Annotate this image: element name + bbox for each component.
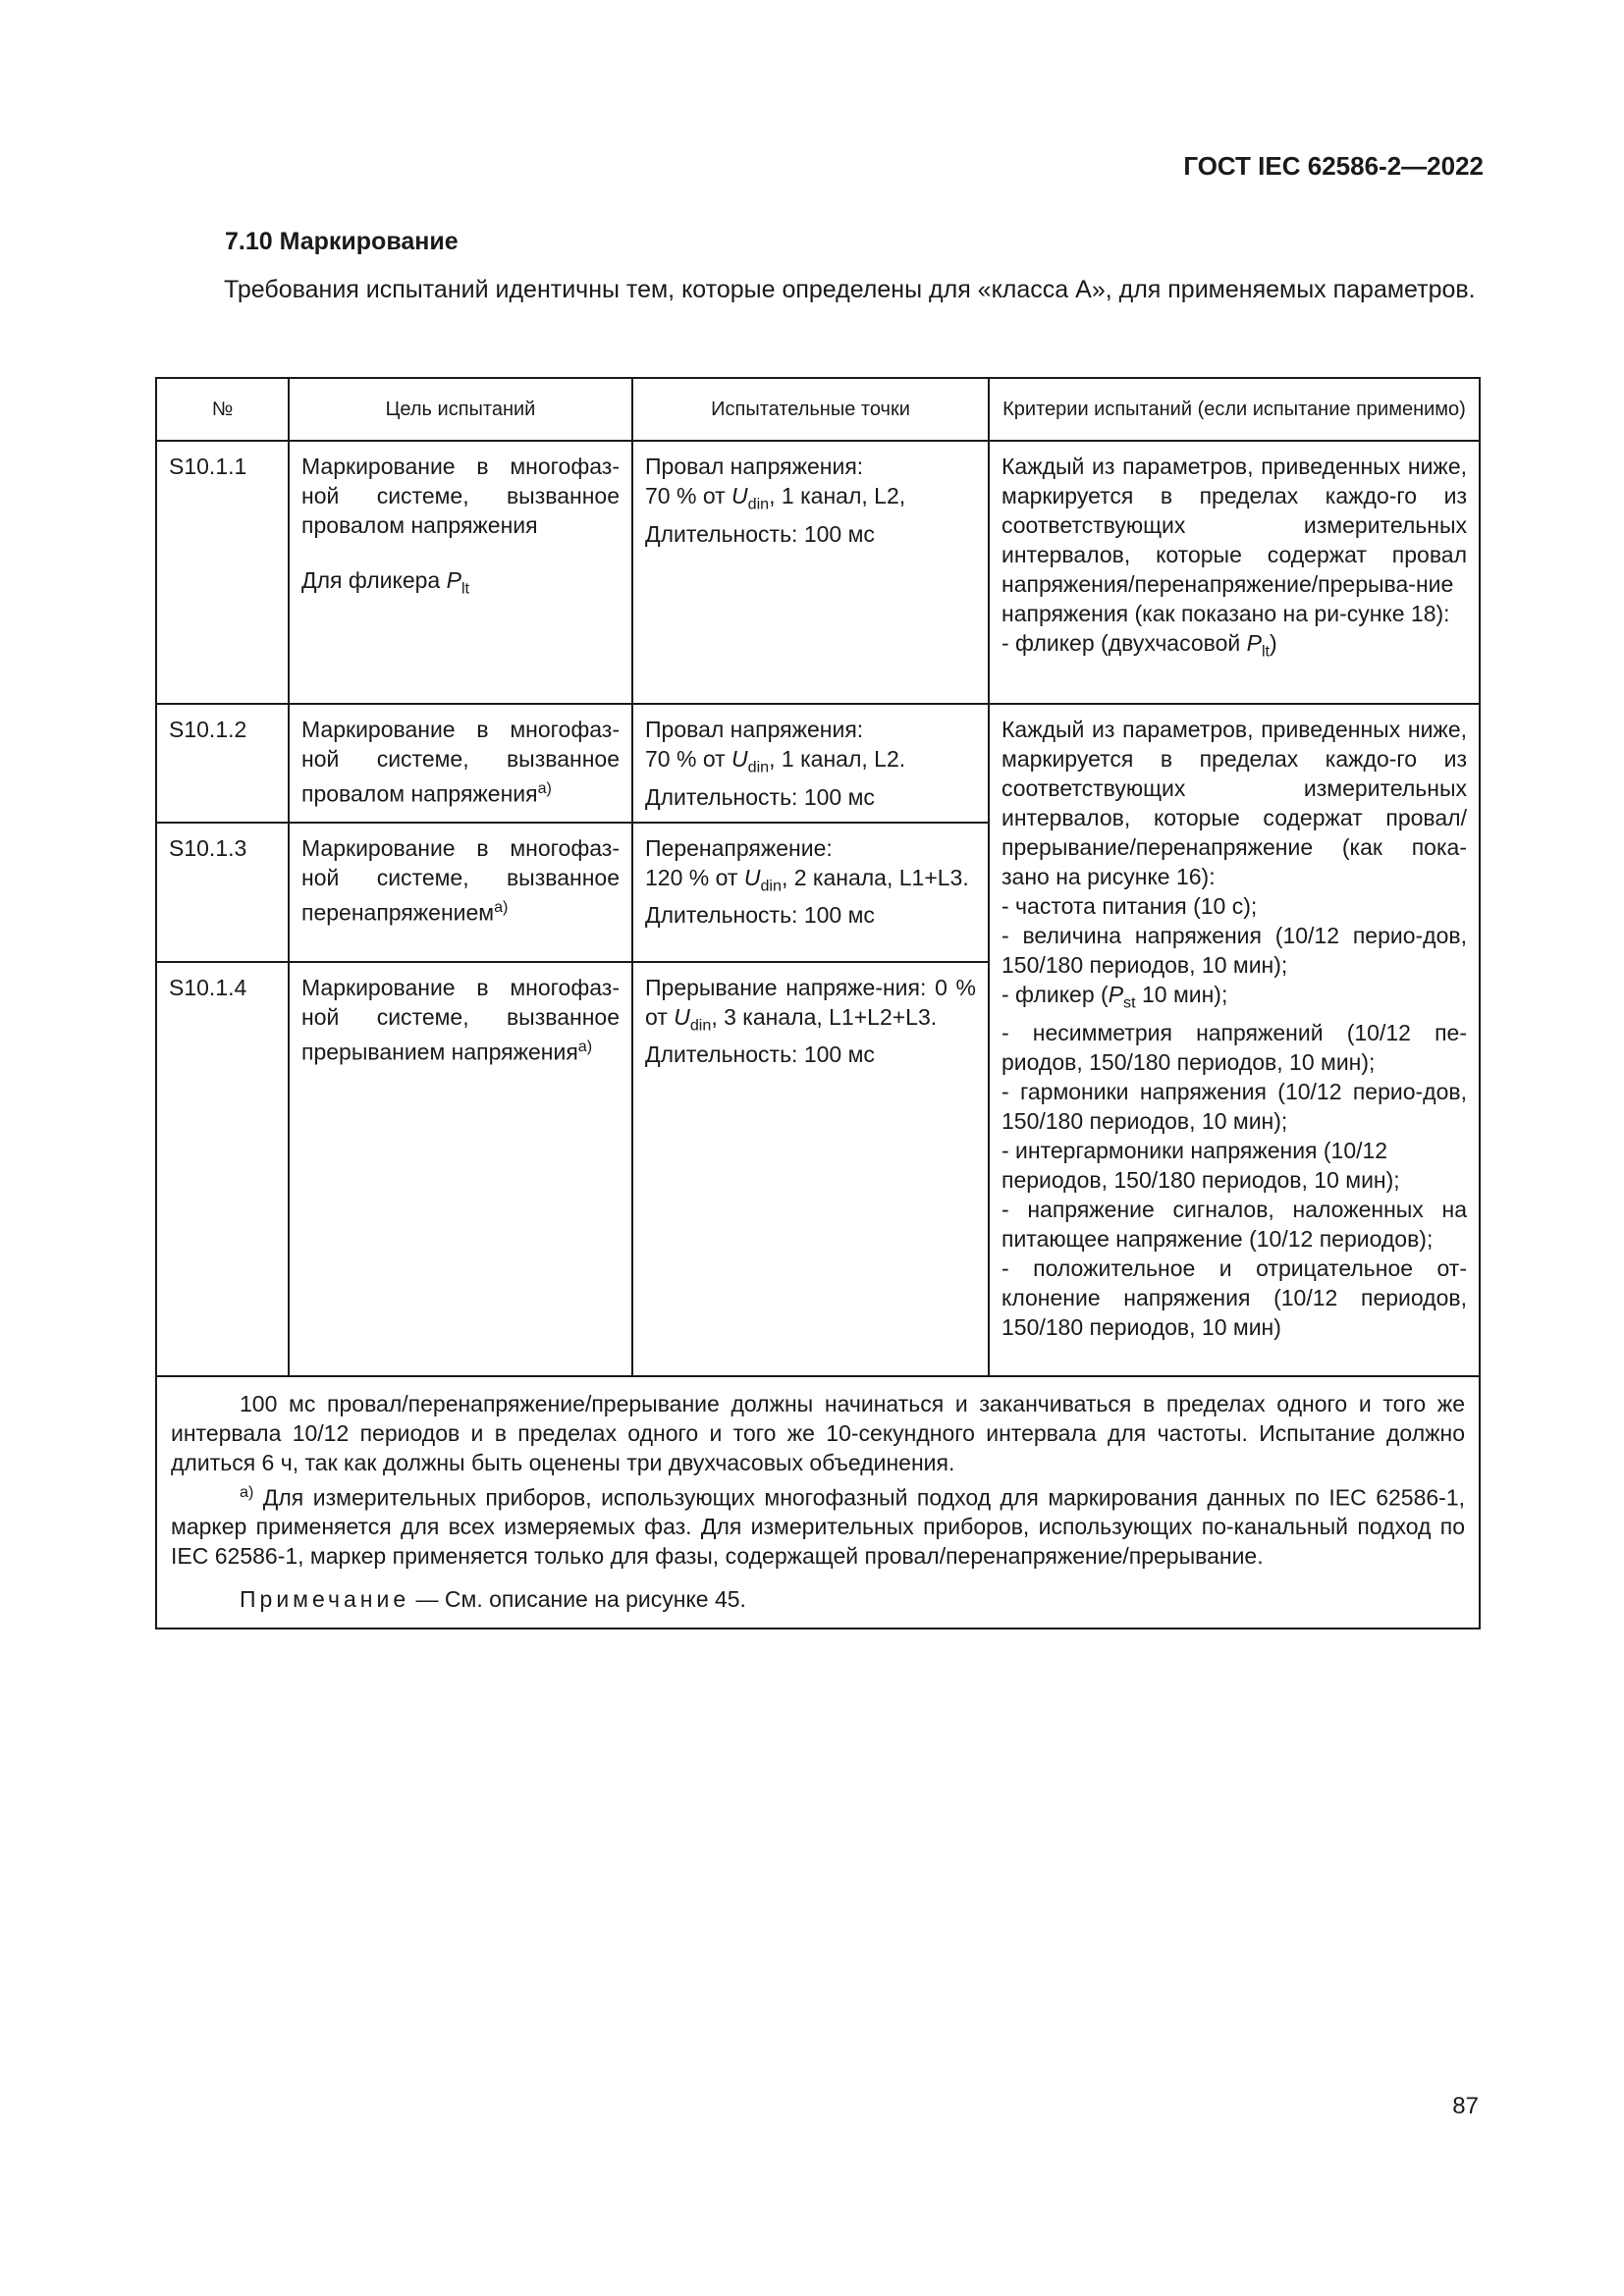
criteria-item: - несимметрия напряжений (10/12 пе-риодов, 150/180 периодов, 10 мин); xyxy=(1001,1019,1467,1075)
points-pre: 120 % от xyxy=(645,864,744,890)
test-table xyxy=(155,377,1481,1629)
criteria-item-pre: - фликер (двухчасовой xyxy=(1001,630,1247,656)
row-purpose xyxy=(289,441,632,704)
row-test-points xyxy=(632,704,989,823)
purpose-extra xyxy=(301,565,620,604)
row-test-points xyxy=(632,962,989,1376)
merged-criteria xyxy=(989,704,1480,1376)
header-number: № xyxy=(156,378,289,441)
subscript: din xyxy=(689,1016,712,1035)
row-id: S10.1.2 xyxy=(156,704,289,823)
purpose-text: Маркирование в многофаз-ной системе, вызванное провалом напряжения xyxy=(301,454,620,538)
points-pre: 70 % от xyxy=(645,483,732,508)
points-value xyxy=(645,973,976,1041)
points-pre: 70 % от xyxy=(645,746,732,772)
criteria-item xyxy=(1001,980,1467,1018)
points-post: , 1 канал, L2. xyxy=(769,746,906,772)
row-test-points xyxy=(632,823,989,962)
table-footer xyxy=(156,1376,1480,1629)
points-line: Провал напряжения: xyxy=(645,717,864,742)
row-purpose xyxy=(289,704,632,823)
criteria-item: - частота питания (10 с); xyxy=(1001,893,1258,919)
points-value xyxy=(645,863,976,901)
points-post: , 1 канал, L2, xyxy=(769,483,906,508)
points-value xyxy=(645,744,976,782)
points-duration: Длительность: 100 мс xyxy=(645,1041,875,1068)
symbol: P xyxy=(446,567,461,593)
points-line: Провал напряжения: xyxy=(645,454,864,479)
criteria-intro: Каждый из параметров, приведенных ниже, маркируется в пределах каждо-го из соответствующих измерительных интервалов, которые содержат провал/прерывание/перенапряжение (как пока-зано на рисунке 16): xyxy=(1001,717,1467,889)
spacer xyxy=(301,540,620,565)
points-line: Прерывание напряже-ния: xyxy=(645,974,927,1000)
symbol: U xyxy=(731,746,748,772)
criteria-item-post: ) xyxy=(1270,630,1277,656)
subscript: din xyxy=(760,877,782,895)
table-row xyxy=(156,441,1480,704)
row-purpose xyxy=(289,823,632,962)
row-id: S10.1.3 xyxy=(156,823,289,962)
points-duration: Длительность: 100 мс xyxy=(645,783,875,810)
footnote-marker: a) xyxy=(494,897,509,916)
symbol: U xyxy=(743,864,761,890)
points-post: , 2 канала, L1+L3. xyxy=(781,864,969,890)
symbol: P xyxy=(1246,630,1262,656)
criteria-item: - гармоники напряжения (10/12 перио-дов, 150/180 периодов, 10 мин); xyxy=(1001,1078,1467,1134)
criteria-item xyxy=(1001,628,1467,667)
subscript: din xyxy=(747,758,770,776)
footnote-marker: a) xyxy=(537,779,552,797)
purpose-text: Маркирование в многофаз-ной системе, вызванное прерыванием напряжения xyxy=(301,974,620,1065)
header-test-points: Испытательные точки xyxy=(632,378,989,441)
points-line: Перенапряжение: xyxy=(645,834,833,861)
purpose-extra-text: Для фликера xyxy=(301,567,447,593)
subscript: din xyxy=(747,495,770,513)
footer-paragraph: 100 мс провал/перенапряжение/прерывание должны начинаться и заканчиваться в пределах одного и того же интервала 10/12 периодов и в пределах одного и того же 10-секундного интервала для частоты. Испытание должно длиться 6 ч, так как должны быть оценены три двухчасовых объединения. xyxy=(171,1390,1465,1475)
criteria-text: Каждый из параметров, приведенных ниже, маркируется в пределах каждо-го из соответствующих измерительных интервалов, которые содержат провал напряжения/перенапряжение/прерыва-ние напряжения (как показано на ри-сунке 18): xyxy=(1001,454,1467,626)
points-duration: Длительность: 100 мс xyxy=(645,520,875,547)
points-post: , 3 канала, L1+L2+L3. xyxy=(711,1003,938,1030)
row-criteria xyxy=(989,441,1480,704)
section-title: 7.10 Маркирование xyxy=(225,228,459,255)
criteria-item: - интергармоники напряжения (10/12 периодов, 150/180 периодов, 10 мин); xyxy=(1001,1137,1400,1193)
row-id: S10.1.1 xyxy=(156,441,289,704)
row-test-points xyxy=(632,441,989,704)
points-value xyxy=(645,481,976,519)
document-code: ГОСТ IEC 62586-2—2022 xyxy=(1183,151,1484,181)
table-header-row xyxy=(156,378,1480,441)
footnote-paragraph xyxy=(171,1477,1465,1572)
note-text: — См. описание на рисунке 45. xyxy=(409,1586,746,1613)
points-pre: 0 % от xyxy=(645,974,977,1030)
note-label: Примечание xyxy=(240,1586,410,1613)
criteria-item: - величина напряжения (10/12 перио-дов, 150/180 периодов, 10 мин); xyxy=(1001,923,1467,978)
table-row xyxy=(156,704,1480,823)
intro-paragraph: Требования испытаний идентичны тем, которые определены для «класса А», для применяемых параметров. xyxy=(224,276,1476,303)
row-id: S10.1.4 xyxy=(156,962,289,1376)
row-purpose xyxy=(289,962,632,1376)
footnote-marker: a) xyxy=(577,1037,593,1055)
header-purpose: Цель испытаний xyxy=(289,378,632,441)
note-paragraph xyxy=(171,1584,1465,1614)
header-criteria: Критерии испытаний (если испытание применимо) xyxy=(989,378,1480,441)
subscript: st xyxy=(1123,993,1136,1012)
purpose-text: Маркирование в многофаз-ной системе, вызванное перенапряжением xyxy=(301,834,620,926)
criteria-item: - положительное и отрицательное от-клонение напряжения (10/12 периодов, 150/180 периодов, 10 мин) xyxy=(1001,1255,1467,1340)
symbol: P xyxy=(1108,982,1124,1007)
footnote-marker: a) xyxy=(240,1482,254,1501)
page-number: 87 xyxy=(1452,2093,1479,2119)
criteria-item-pre: - фликер ( xyxy=(1001,982,1109,1007)
points-duration: Длительность: 100 мс xyxy=(645,902,875,929)
subscript: lt xyxy=(460,579,470,598)
footnote-text: Для измерительных приборов, использующих многофазный подход для маркирования данных по IEC 62586-1, маркер применяется для всех измеряемых фаз. Для измерительных приборов, использующих по-канальный подход по IEC 62586-1, маркер применяется только для фазы, содержащей провал/перенапряжение/прерывание. xyxy=(171,1484,1465,1570)
criteria-item-post: 10 мин); xyxy=(1135,982,1228,1007)
criteria-item: - напряжение сигналов, наложенных на питающее напряжение (10/12 периодов); xyxy=(1001,1196,1467,1252)
symbol: U xyxy=(731,483,748,508)
table-footer-row xyxy=(156,1376,1480,1629)
subscript: lt xyxy=(1261,642,1271,661)
purpose-text: Маркирование в многофаз-ной системе, вызванное провалом напряжения xyxy=(301,717,620,807)
symbol: U xyxy=(674,1003,690,1030)
